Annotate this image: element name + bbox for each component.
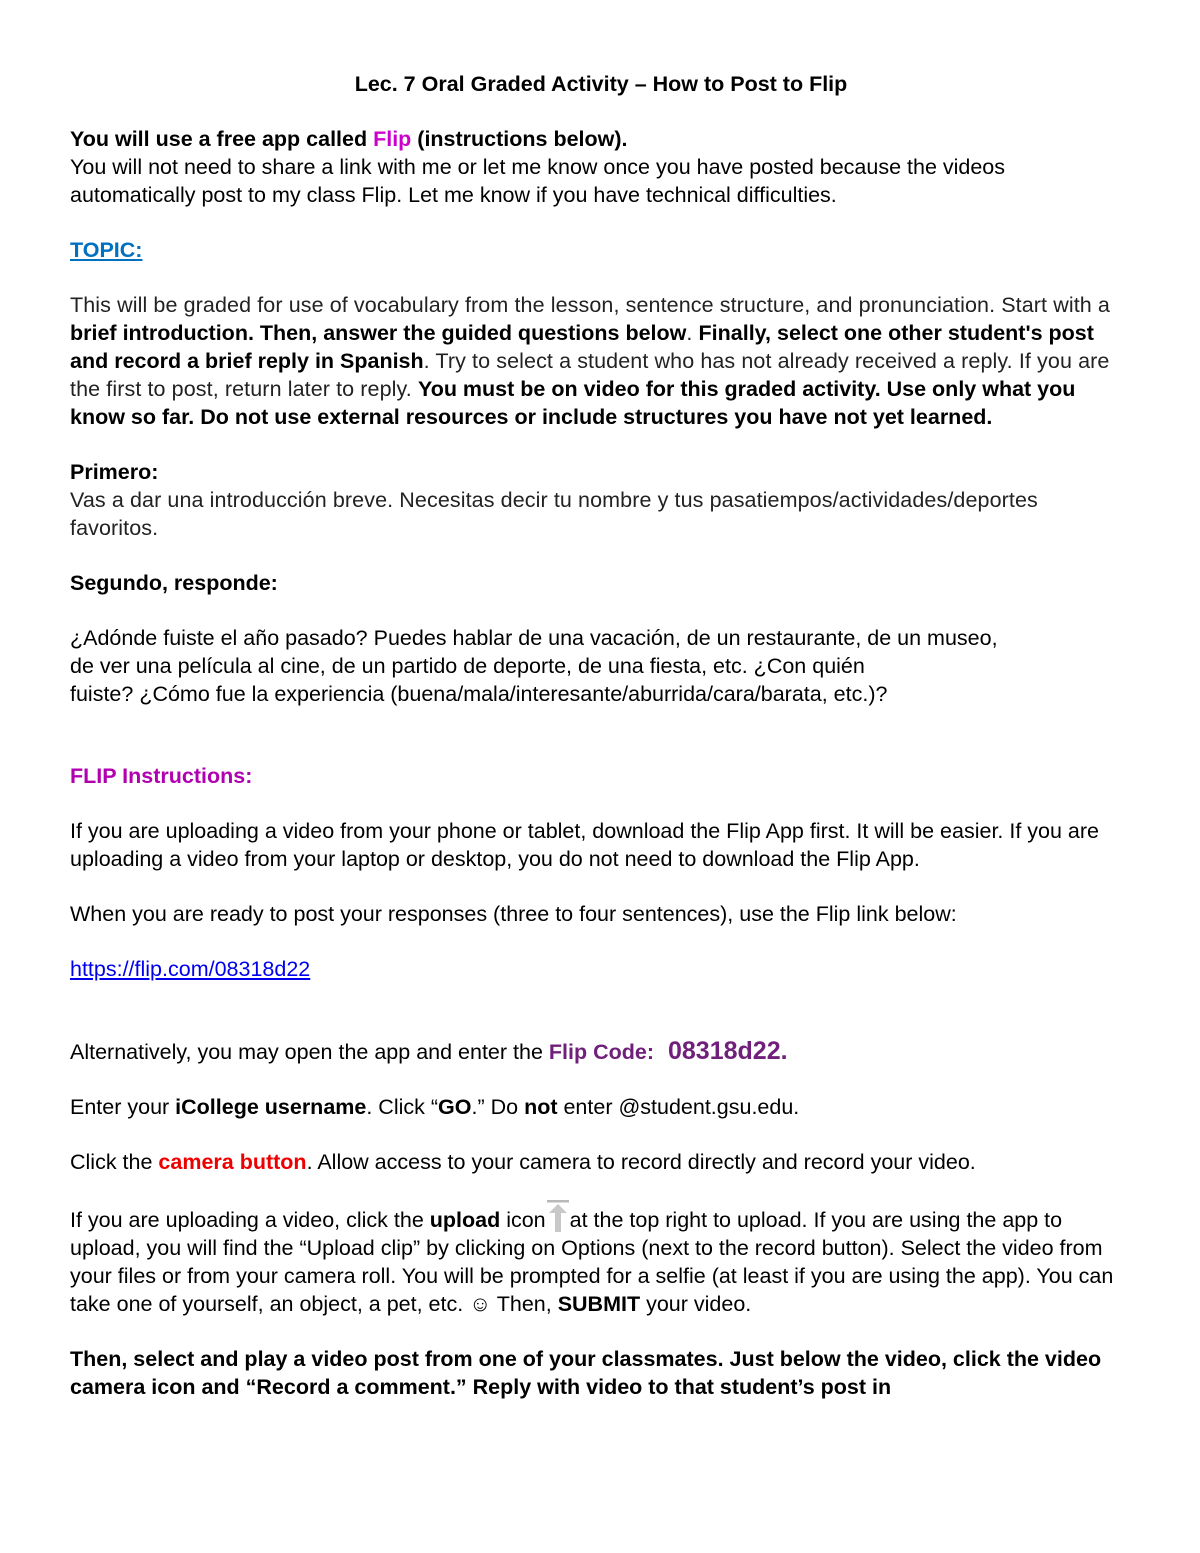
flip-code-label: Flip Code:: [548, 1040, 654, 1064]
page-title: Lec. 7 Oral Graded Activity – How to Post to Flip: [354, 72, 848, 96]
primero-heading: Primero:: [70, 460, 159, 484]
camera-button-label: camera button: [158, 1150, 307, 1174]
intro-heading: You will use a free app called Flip (instructions below).: [70, 127, 628, 151]
document-page: [70, 70, 1132, 1401]
segundo-question-line3: fuiste? ¿Cómo fue la experiencia (buena/mala/interesante/aburrida/cara/barata, etc.)?: [70, 682, 888, 706]
flip-code-line: Alternatively, you may open the app and enter the Flip Code: 08318d22.: [70, 1037, 788, 1065]
primero-text: Vas a dar una introducción breve. Necesitas decir tu nombre y tus pasatiempos/actividades/deportes favoritos.: [70, 488, 1038, 540]
upload-instruction: If you are uploading a video, click the upload icon at the top right to upload. If you are using the app to upload, you will find the “Upload clip” by clicking on Options (next to the record button). Select the video from your files or from your camera roll. You will be prompted for a selfie (at least if you are using the app). You can take one of yourself, an object, a pet, etc. ☺ Then, SUBMIT your video.: [70, 1203, 1132, 1318]
reply-instruction: Then, select and play a video post from one of your classmates. Just below the video, click the video camera icon and “Record a comment.” Reply with video to that student’s post in: [70, 1347, 1102, 1399]
flip-instructions-heading: FLIP Instructions:: [70, 764, 253, 788]
topic-heading: TOPIC:: [70, 238, 143, 262]
segundo-question-line1: ¿Adónde fuiste el año pasado? Puedes hablar de una vacación, de un restaurante, de un museo,: [70, 626, 998, 650]
camera-instruction: Click the camera button. Allow access to your camera to record directly and record your video.: [70, 1150, 976, 1174]
flip-ready-paragraph: When you are ready to post your responses (three to four sentences), use the Flip link below:: [70, 902, 957, 926]
upload-arrow-icon: [546, 1203, 570, 1233]
username-instruction: Enter your iCollege username. Click “GO.” Do not enter @student.gsu.edu.: [70, 1095, 800, 1119]
segundo-heading: Segundo, responde:: [70, 571, 278, 595]
intro-text: You will not need to share a link with me or let me know once you have posted because the videos automatically post to my class Flip. Let me know if you have technical difficulties.: [70, 155, 1006, 207]
flip-app-name: Flip: [373, 127, 412, 151]
topic-paragraph: This will be graded for use of vocabulary from the lesson, sentence structure, and pronunciation. Start with a brief introduction. Then, answer the guided questions below. Finally, select one other student's post and record a brief reply in Spanish. Try to select a student who has not already received a reply. If you are the first to post, return later to reply. You must be on video for this graded activity. Use only what you know so far. Do not use external resources or include structures you have not yet learned.: [70, 293, 1110, 429]
flip-code-value: 08318d22.: [668, 1037, 788, 1065]
flip-upload-paragraph: If you are uploading a video from your phone or tablet, download the Flip App first. It will be easier. If you are uploading a video from your laptop or desktop, you do not need to download the Flip App.: [70, 819, 1100, 871]
flip-link[interactable]: https://flip.com/08318d22: [70, 957, 311, 981]
flip-link-line: [70, 955, 1132, 983]
segundo-question-line2: de ver una película al cine, de un partido de deporte, de una fiesta, etc. ¿Con quién: [70, 654, 865, 678]
